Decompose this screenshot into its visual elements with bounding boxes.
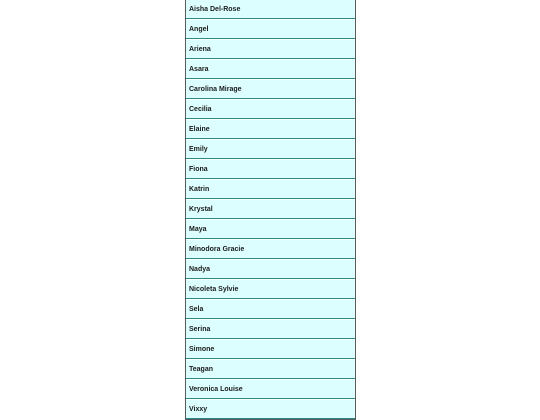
list-item-label[interactable]: Emily [189,145,208,153]
list-item-label[interactable]: Carolina Mirage [189,85,242,93]
list-item[interactable] [186,59,355,79]
list-item-label[interactable]: Maya [189,225,207,233]
list-item[interactable] [186,79,355,99]
list-item-label[interactable]: Aisha Del-Rose [189,5,241,13]
list-item[interactable] [186,299,355,319]
list-item[interactable] [186,339,355,359]
model-name-list [185,0,356,420]
list-item-label[interactable]: Cecilia [189,105,212,113]
list-item[interactable] [186,379,355,399]
list-item[interactable] [186,0,355,19]
list-item-label[interactable]: Katrin [189,185,210,193]
list-item-label[interactable]: Elaine [189,125,210,133]
list-item-label[interactable]: Teagan [189,365,213,373]
list-item[interactable] [186,179,355,199]
list-item-label[interactable]: Krystal [189,205,213,213]
list-item-label[interactable]: Fiona [189,165,208,173]
list-item[interactable] [186,319,355,339]
list-item[interactable] [186,259,355,279]
list-item[interactable] [186,19,355,39]
list-item-label[interactable]: Serina [189,325,211,333]
list-item-label[interactable]: Veronica Louise [189,385,243,393]
list-item-label[interactable]: Simone [189,345,215,353]
list-item[interactable] [186,359,355,379]
list-item[interactable] [186,159,355,179]
list-item-label[interactable]: Minodora Gracie [189,245,245,253]
list-item[interactable] [186,39,355,59]
list-item[interactable] [186,119,355,139]
list-item[interactable] [186,399,355,419]
list-item[interactable] [186,279,355,299]
list-item[interactable] [186,199,355,219]
list-item-label[interactable]: Nadya [189,265,211,273]
list-item-label[interactable]: Angel [189,25,209,33]
list-item[interactable] [186,239,355,259]
list-item[interactable] [186,219,355,239]
list-item[interactable] [186,139,355,159]
list-item-label[interactable]: Vixxy [189,405,208,413]
list-item-label[interactable]: Sela [189,305,204,313]
list-item-label[interactable]: Nicoleta Sylvie [189,285,239,293]
list-item[interactable] [186,99,355,119]
list-item-label[interactable]: Asara [189,65,209,73]
list-item-label[interactable]: Ariena [189,45,211,53]
